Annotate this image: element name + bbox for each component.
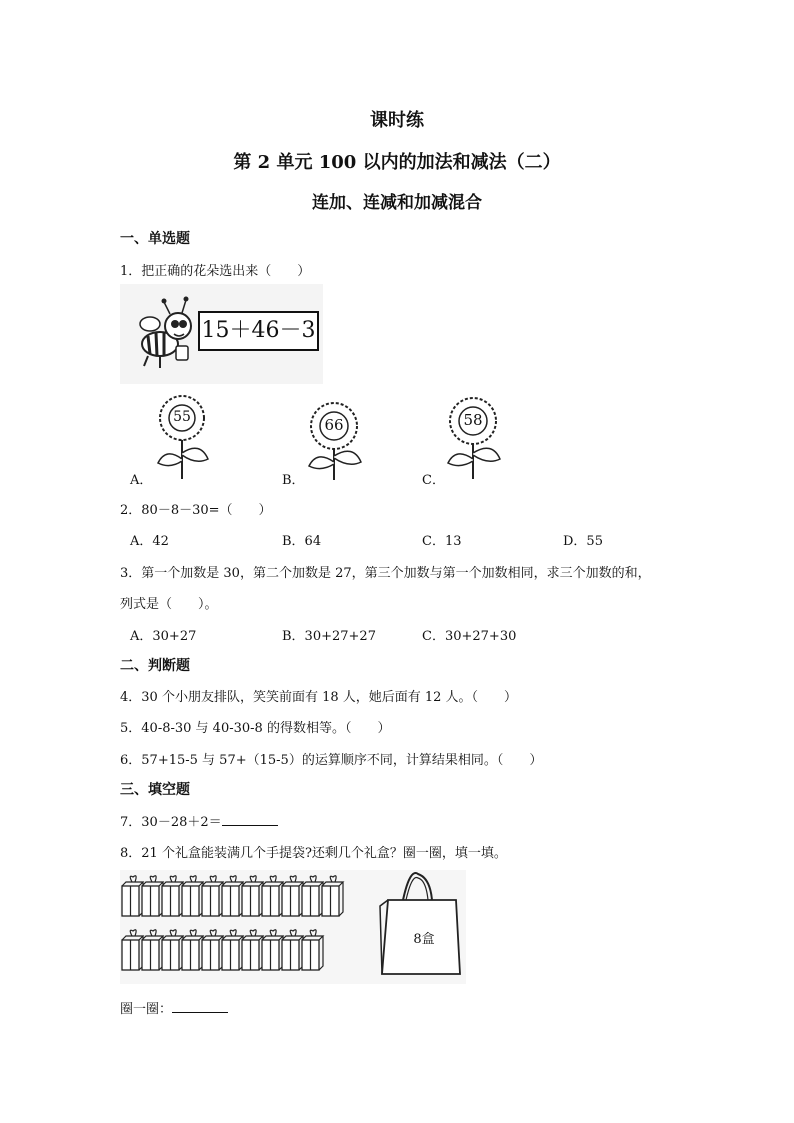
gift-box-icon[interactable]: [182, 876, 203, 916]
circle-answer-row: [120, 998, 228, 1017]
gift-box-icon[interactable]: [182, 930, 203, 970]
gift-box-icon[interactable]: [262, 876, 283, 916]
answer-blank-7[interactable]: [222, 813, 278, 826]
flower-icon: [152, 393, 212, 481]
gift-box-icon[interactable]: [222, 930, 243, 970]
answer-blank-8[interactable]: [172, 1000, 228, 1013]
question-1: 1．把正确的花朵选出来（ ）: [120, 264, 311, 279]
question-5: 5．40-8-30 与 40-30-8 的得数相等。（ ）: [120, 721, 391, 736]
gift-box-icon[interactable]: [242, 876, 263, 916]
q2-option-c[interactable]: C．13: [422, 534, 462, 549]
flower-option-a[interactable]: [152, 393, 212, 481]
question-7: [120, 811, 278, 830]
gift-boxes-illustration: [120, 870, 466, 984]
section-single-choice: 一、单选题: [120, 231, 190, 247]
question-8: 8．21 个礼盒能装满几个手提袋?还剩几个礼盒？圈一圈，填一填。: [120, 846, 507, 861]
gift-box-icon[interactable]: [162, 930, 183, 970]
option-c-label[interactable]: C．: [422, 473, 445, 488]
expression-text: 15＋46－3: [201, 318, 316, 343]
flower-icon: [303, 398, 365, 482]
q2-option-b[interactable]: B．64: [282, 534, 322, 549]
q2-option-d[interactable]: D．55: [563, 534, 603, 549]
bee-expression-image: [120, 284, 323, 384]
gift-boxes-bag-image: [120, 870, 466, 984]
q3-option-c[interactable]: C．30+27+30: [422, 629, 517, 644]
flower-number-a: 55: [173, 409, 191, 425]
q3-option-a[interactable]: A．30+27: [130, 629, 197, 644]
bag-label: 8盒: [413, 932, 435, 947]
gift-box-icon[interactable]: [202, 930, 223, 970]
circle-answer-label: 圈一圈：: [120, 1002, 173, 1017]
gift-box-icon[interactable]: [122, 930, 143, 970]
gift-box-icon[interactable]: [202, 876, 223, 916]
shopping-bag-icon: [380, 873, 460, 974]
gift-box-icon[interactable]: [282, 876, 303, 916]
question-3-line-1: 3．第一个加数是 30，第二个加数是 27，第三个加数与第一个加数相同，求三个加数的和，: [120, 566, 651, 581]
gift-box-icon[interactable]: [162, 876, 183, 916]
question-3-line-2: 列式是（ ）。: [120, 597, 218, 612]
question-4: 4．30 个小朋友排队，笑笑前面有 18 人，她后面有 12 人。（ ）: [120, 690, 518, 705]
gift-box-icon[interactable]: [322, 876, 343, 916]
gift-box-icon[interactable]: [122, 876, 143, 916]
flower-icon: [442, 393, 504, 481]
section-fill-blank: 三、填空题: [120, 782, 190, 798]
page-title: 课时练: [370, 110, 424, 131]
question-7-text: 7．30－28＋2＝: [120, 815, 222, 830]
gift-box-icon[interactable]: [282, 930, 303, 970]
gift-box-icon[interactable]: [302, 876, 323, 916]
flower-number-c: 58: [463, 411, 483, 429]
q3-option-b[interactable]: B．30+27+27: [282, 629, 376, 644]
flower-option-c[interactable]: [442, 393, 504, 481]
gift-box-icon[interactable]: [242, 930, 263, 970]
q2-option-a[interactable]: A．42: [130, 534, 169, 549]
question-6: 6．57+15-5 与 57+（15-5）的运算顺序不同，计算结果相同。（ ）: [120, 753, 543, 768]
topic-title: 连加、连减和加减混合: [312, 193, 482, 213]
expression-box: [198, 311, 319, 351]
option-b-label[interactable]: B．: [282, 473, 305, 488]
gift-box-icon[interactable]: [142, 876, 163, 916]
gift-box-icon[interactable]: [222, 876, 243, 916]
flower-option-b[interactable]: [303, 398, 365, 482]
option-a-label[interactable]: A．: [130, 473, 153, 488]
unit-title: 第 2 单元 100 以内的加法和减法（二）: [233, 152, 561, 173]
flower-number-b: 66: [324, 416, 344, 434]
section-true-false: 二、判断题: [120, 658, 190, 674]
gift-box-icon[interactable]: [302, 930, 323, 970]
question-2: 2．80－8－30=（ ）: [120, 503, 272, 518]
gift-box-icon[interactable]: [142, 930, 163, 970]
gift-box-icon[interactable]: [262, 930, 283, 970]
